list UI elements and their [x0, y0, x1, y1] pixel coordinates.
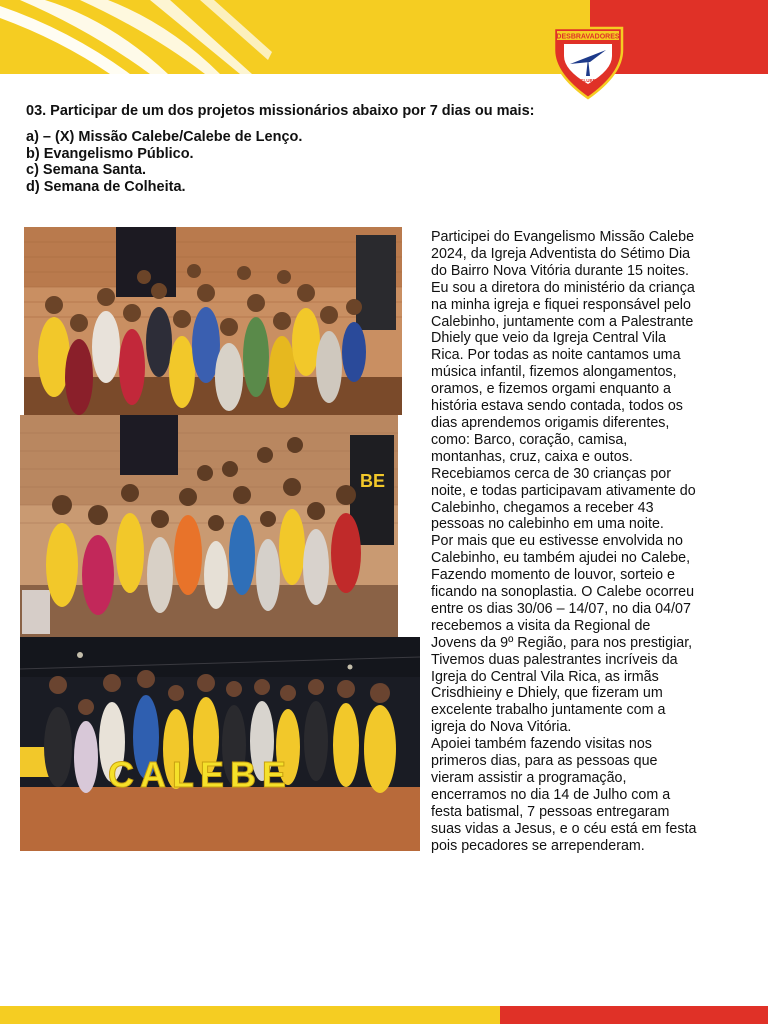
narrative-line: Igreja do Central Vila Rica, as irmãs [431, 668, 659, 685]
narrative-line: história estava sendo contada, todos os [431, 398, 683, 415]
narrative-line: noite, e todas participavam ativamente do [431, 482, 696, 499]
narrative-line: música infantil, fizemos alongamentos, [431, 364, 677, 381]
narrative-line: Jovens da 9º Região, para nos prestigiar, [431, 634, 693, 651]
narrative-line: entre os dias 30/06 – 14/07, no dia 04/07 [431, 600, 691, 617]
narrative-line: ficando na sonoplastia. O Calebe ocorreu [431, 584, 695, 601]
narrative-line: dias aprendemos origamis diferentes, [431, 414, 670, 431]
narrative-line: Recebiamos cerca de 30 crianças por [431, 465, 671, 482]
emblem-bottom-text: CLUBE [580, 78, 596, 83]
footer-yellow-band [0, 1006, 500, 1024]
header-swoosh-graphic [0, 0, 300, 74]
footer-band [0, 1006, 768, 1024]
narrative-line: Dhiely que veio da Igreja Central Vila [431, 330, 666, 347]
emblem-top-text: DESBRAVADORES [556, 33, 620, 41]
narrative-line: Tivemos duas palestrantes incríveis da [431, 651, 678, 668]
narrative-line: vieram assistir a programação, [431, 770, 627, 786]
narrative-line: Fazendo momento de louvor, sorteio e [431, 567, 675, 584]
narrative-line: Crisdhieiny e Dhiely, que fizeram um [431, 685, 663, 702]
option-c: c) Semana Santa. [26, 162, 147, 178]
question-title: 03. Participar de um dos projetos missionários abaixo por 7 dias ou mais: [26, 103, 535, 119]
narrative-line: suas vidas a Jesus, e o céu está em festa [431, 820, 697, 837]
narrative-line: festa batismal, 7 pessoas entregaram [431, 803, 670, 820]
narrative-text [431, 229, 731, 855]
narrative-line: Eu sou a diretora do ministério da criança [431, 279, 695, 296]
narrative-line: Calebinho, juntamente com a Palestrante [431, 313, 694, 330]
narrative-line: 2024, da Igreja Adventista do Sétimo Dia [431, 245, 691, 262]
option-d: d) Semana de Colheita. [26, 178, 186, 195]
group-photo-children-1 [24, 227, 402, 415]
narrative-line: na minha igreja e fiquei responsável pelo [431, 296, 691, 313]
narrative-line: pois pecadores se arrependeram. [431, 837, 645, 854]
footer-red-band [500, 1006, 768, 1024]
narrative-line: Rica. Por todas as noite cantamos uma [431, 347, 681, 364]
narrative-line: recebemos a visita da Regional de [431, 617, 651, 634]
option-a: a) – (X) Missão Calebe/Calebe de Lenço. [26, 129, 303, 145]
narrative-line: montanhas, cruz, caixa e outos. [431, 448, 633, 465]
group-photo-children-2 [20, 415, 398, 637]
narrative-line: encerramos no dia 14 de Julho com a [431, 786, 671, 803]
narrative-line: como: Barco, coração, camisa, [431, 431, 628, 448]
narrative-line: excelente trabalho juntamente com a [431, 702, 666, 719]
narrative-line: pessoas no calebinho em uma noite. [431, 516, 664, 533]
narrative-line: Participei do Evangelismo Missão Calebe [431, 229, 695, 245]
narrative-line: igreja do Nova Vitória. [431, 719, 572, 736]
narrative-line: oramos, e fizemos orgami enquanto a [431, 381, 671, 398]
narrative-line: Apoiei também fazendo visitas nos [431, 736, 652, 753]
question-options [26, 129, 302, 195]
photo2-sign-text: BE [360, 471, 386, 491]
narrative-line: Por mais que eu estivesse envolvida no [431, 533, 683, 550]
narrative-line: do Bairro Nova Vitória durante 15 noites. [431, 262, 690, 279]
header-banner [0, 0, 768, 74]
narrative-line: Calebinho, eu também ajudei no Calebe, [431, 550, 691, 567]
option-b: b) Evangelismo Público. [26, 145, 194, 162]
narrative-line: primeros dias, para as pessoas que [431, 753, 658, 770]
group-photo-calebe [20, 637, 420, 851]
narrative-line: Calebinho, chegamos a receber 43 [431, 499, 654, 516]
pathfinder-emblem-icon [550, 24, 626, 100]
photo3-sign-text: CALEBE [108, 754, 293, 795]
